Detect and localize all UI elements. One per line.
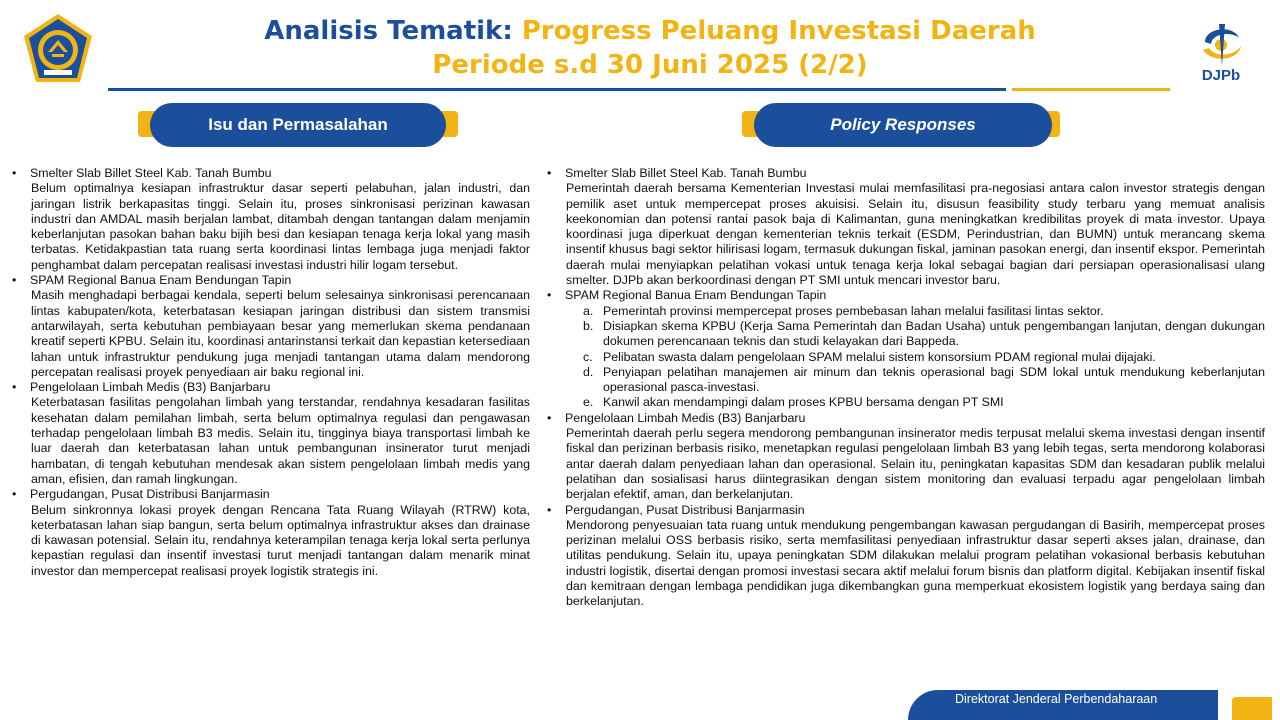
issue-title: Pengelolaan Limbah Medis (B3) Banjarbaru xyxy=(30,380,271,395)
title-rule-gold xyxy=(1012,88,1170,91)
issue-body: Belum optimalnya kesiapan infrastruktur dasar seperti pelabuhan, jalan industri, dan jaringan listrik berkapasitas tinggi. Selain itu, proses sinkronisasi perizinan kawasan industri dan AMDAL masih berjalan lambat, ditambah dengan tantangan dalam menjamin keberlanjutan pasokan bahan baku bijih besi dan kesiapan tenaga kerja lokal yang masih terbatas. Ketidakpastian tata ruang serta koordinasi lintas lembaga juga menjadi faktor penghambat dalam percepatan realisasi investasi industri hilir logam tersebut. xyxy=(31,181,530,272)
policy-item xyxy=(545,166,1265,288)
policy-title: Smelter Slab Billet Steel Kab. Tanah Bumbu xyxy=(565,166,807,180)
subitem-marker: d. xyxy=(583,364,594,379)
left-heading: Isu dan Permasalahan xyxy=(150,103,446,147)
djpb-logo-text: DJPb xyxy=(1201,67,1241,84)
policy-item xyxy=(545,503,1265,610)
footer-text: Direktorat Jenderal Perbendaharaan xyxy=(955,692,1158,706)
subitem-marker: b. xyxy=(583,318,594,333)
bullet: • xyxy=(12,166,17,180)
issue-title: SPAM Regional Banua Enam Bendungan Tapin xyxy=(30,273,292,288)
issue-item xyxy=(10,273,530,380)
left-section-header xyxy=(138,103,458,147)
policy-title: Pergudangan, Pusat Distribusi Banjarmasin xyxy=(565,502,805,517)
issue-item xyxy=(10,487,530,579)
policy-subitem xyxy=(583,350,1265,365)
issue-title: Smelter Slab Billet Steel Kab. Tanah Bumbu xyxy=(30,166,272,180)
subitem-text: Penyiapan pelatihan manajemen air minum dan teknis operasional bagi SDM lokal untuk mendukung keberlanjutan operasional pasca-investasi. xyxy=(603,364,1265,395)
subitem-marker: a. xyxy=(583,303,594,318)
issue-body: Belum sinkronnya lokasi proyek dengan Rencana Tata Ruang Wilayah (RTRW) kota, keterbatasan lahan siap bangun, serta belum optimalnya infrastruktur akses dan drainase di kawasan potensial. Selain itu, rendahnya keterampilan tenaga kerja lokal serta perlunya kepastian regulasi dan insentif investasi turut menjadi tantangan dalam menarik minat investor dan mempercepat realisasi proyek logistik strategis ini. xyxy=(31,502,530,578)
bullet: • xyxy=(547,502,552,517)
right-heading: Policy Responses xyxy=(754,103,1052,147)
issue-body: Masih menghadapi berbagai kendala, seperti belum selesainya sinkronisasi perencanaan lintas kabupaten/kota, keterbatasan kesiapan jaringan distribusi dan sistem transmisi antarwilayah, serta kebutuhan pembiayaan besar yang memerlukan skema pendanaan kreatif seperti KPBU. Selain itu, koordinasi antarinstansi terkait dan kepastian ketersediaan lahan untuk infrastruktur pendukung juga menjadi tantangan utama dalam mendorong percepatan realisasi proyek penyediaan air baku regional ini. xyxy=(31,288,530,379)
title-rule-blue xyxy=(108,88,1006,91)
issue-title: Pergudangan, Pusat Distribusi Banjarmasin xyxy=(30,487,270,502)
subitem-marker: e. xyxy=(583,395,594,410)
policy-title: Pengelolaan Limbah Medis (B3) Banjarbaru xyxy=(565,410,806,425)
policy-body: Mendorong penyesuaian tata ruang untuk mendukung pengembangan kawasan pergudangan di Basirih, mempercepat proses perizinan melalui OSS berbasis risiko, serta memfasilitasi penyediaan infrastruktur dasar seperti akses jalan, drainase, dan utilitas pendukung. Selain itu, upaya peningkatan SDM dilakukan melalui program pelatihan vokasional berbasis kebutuhan industri logistik, disertai dengan promosi investasi secara aktif melalui forum bisnis dan platform digital. Kebijakan insentif fiskal dan kemitraan dengan lembaga pendidikan juga dikembangkan guna memperkuat ekosistem logistik yang berdaya saing dan berkelanjutan. xyxy=(566,517,1265,609)
policy-body: Pemerintah daerah perlu segera mendorong pembangunan insinerator medis terpusat melalui skema investasi dengan insentif fiskal dan perizinan berbasis risiko, menetapkan regulasi pengelolaan limbah B3 yang lebih tegas, serta mendorong kolaborasi antar daerah dalam penyediaan lahan dan operasional. Selain itu, peningkatan kapasitas SDM dan kesadaran publik melalui pelatihan dan sosialisasi harus diintegrasikan dengan sistem monitoring dan evaluasi terpadu agar pengelolaan limbah berjalan efektif, aman, dan berkelanjutan. xyxy=(566,426,1265,502)
policy-title: SPAM Regional Banua Enam Bendungan Tapin xyxy=(565,288,827,303)
subitem-marker: c. xyxy=(583,349,593,364)
footer-accent xyxy=(1232,697,1272,720)
bullet: • xyxy=(547,166,552,180)
policy-item xyxy=(545,411,1265,503)
policy-body: Pemerintah daerah bersama Kementerian Investasi mulai memfasilitasi pra-negosiasi antara calon investor strategis dengan pemilik aset untuk mempercepat proses akuisisi. Selain itu, disusun feasibility study terbaru yang memuat analisis keekonomian dan potensi rantai pasok baja di Kalimantan, guna meningkatkan kredibilitas proyek di mata investor. Upaya koordinasi juga diperkuat dengan kementerian teknis terkait (ESDM, Perindustrian, dan BUMN) untuk merancang skema insentif khusus bagi sektor hilirisasi logam, termasuk dukungan fiskal, jaminan pasokan energi, dan insentif ekspor. Pemerintah daerah mulai menyiapkan pelatihan vokasi untuk tenaga kerja lokal sebagai bagian dari persiapan operasionalisasi ulang smelter. DJPb akan berkoordinasi dengan PT SMI untuk mencari investor baru. xyxy=(566,181,1265,288)
title-main: Progress Peluang Investasi Daerah xyxy=(521,16,1036,46)
policy-sublist xyxy=(565,304,1265,411)
subitem-text: Pemerintah provinsi mempercepat proses pembebasan lahan melalui fasilitasi lintas sektor. xyxy=(603,303,1104,318)
page-title xyxy=(130,14,1170,82)
bullet: • xyxy=(547,288,552,303)
policy-subitem xyxy=(583,395,1265,410)
bullet: • xyxy=(12,380,17,395)
policy-item xyxy=(545,288,1265,410)
djpb-logo xyxy=(1190,20,1252,96)
policy-column xyxy=(545,166,1265,610)
kemenkeu-logo xyxy=(22,12,94,88)
bullet: • xyxy=(547,410,552,425)
bullet: • xyxy=(12,273,17,288)
title-prefix: Analisis Tematik: xyxy=(264,16,513,46)
policy-subitem xyxy=(583,365,1265,396)
subitem-text: Disiapkan skema KPBU (Kerja Sama Pemerintah dan Badan Usaha) untuk pengembangan lanjutan, dengan dukungan dokumen perencanaan teknis dan studi kelayakan dari Bappeda. xyxy=(603,318,1265,349)
subitem-text: Kanwil akan mendampingi dalam proses KPBU bersama dengan PT SMI xyxy=(603,395,1004,410)
issue-item xyxy=(10,380,530,487)
title-period: Periode s.d 30 Juni 2025 (2/2) xyxy=(432,50,868,80)
issues-column xyxy=(10,166,530,579)
issue-body: Keterbatasan fasilitas pengolahan limbah yang terstandar, rendahnya kesadaran fasilitas kesehatan dalam pemilahan limbah, serta belum optimalnya regulasi dan pengawasan terhadap pengelolaan limbah B3 medis. Selain itu, tingginya biaya transportasi limbah ke luar daerah dan keterbatasan lahan untuk pembangunan insinerator turut menjadi hambatan, di tengah kebutuhan mendesak akan sistem pengelolaan limbah medis yang aman, efisien, dan ramah lingkungan. xyxy=(31,395,530,486)
policy-subitem xyxy=(583,304,1265,319)
policy-subitem xyxy=(583,319,1265,350)
issue-item xyxy=(10,166,530,273)
bullet: • xyxy=(12,487,17,502)
right-section-header xyxy=(742,103,1060,147)
subitem-text: Pelibatan swasta dalam pengelolaan SPAM melalui sistem konsorsium PDAM regional mulai dijajaki. xyxy=(603,349,1156,364)
